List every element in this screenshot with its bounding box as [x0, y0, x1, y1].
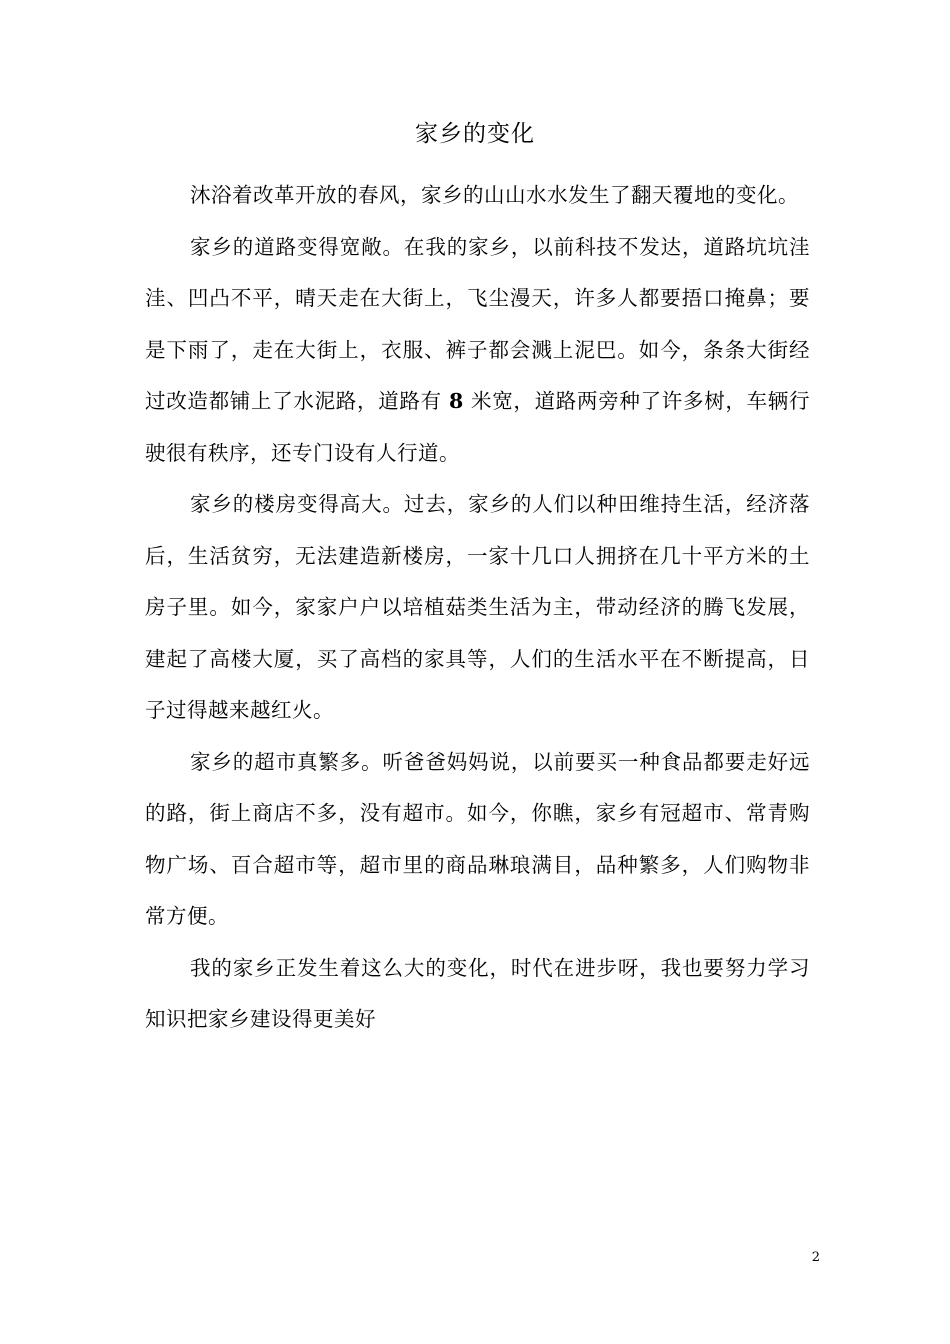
paragraph-roads-text-2: 米宽，道路两旁种了许多树，车辆行驶很有秩序，还专门设有人行道。 [145, 389, 810, 465]
document-body [145, 170, 810, 1046]
paragraph-conclusion: 我的家乡正发生着这么大的变化，时代在进步呀，我也要努力学习知识把家乡建设得更美好 [145, 955, 810, 1031]
paragraph-buildings: 家乡的楼房变得高大。过去，家乡的人们以种田维持生活，经济落后，生活贫穷，无法建造新楼房，一家十几口人拥挤在几十平方米的土房子里。如今，家家户户以培植菇类生活为主，带动经济的腾飞发展，建起了高楼大厦，买了高档的家具等，人们的生活水平在不断提高，日子过得越来越红火。 [145, 492, 810, 722]
document-title: 家乡的变化 [415, 121, 535, 147]
paragraph-roads [145, 222, 810, 480]
paragraph-roads-text-1: 家乡的道路变得宽敞。在我的家乡，以前科技不发达，道路坑坑洼洼、凹凸不平，晴天走在大街上，飞尘漫天，许多人都要捂口掩鼻；要是下雨了，走在大街上，衣服、裤子都会溅上泥巴。如今，条条大街经过改造都铺上了水泥路，道路有 [145, 234, 810, 413]
paragraph-supermarkets: 家乡的超市真繁多。听爸爸妈妈说，以前要买一种食品都要走好远的路，街上商店不多，没有超市。如今，你瞧，家乡有冠超市、常青购物广场、百合超市等，超市里的商品琳琅满目，品种繁多，人们购物非常方便。 [145, 749, 810, 928]
road-width-number: 8 [449, 389, 464, 413]
paragraph-intro: 沐浴着改革开放的春风，家乡的山山水水发生了翻天覆地的变化。 [190, 183, 799, 207]
page-number: 2 [811, 1250, 820, 1265]
